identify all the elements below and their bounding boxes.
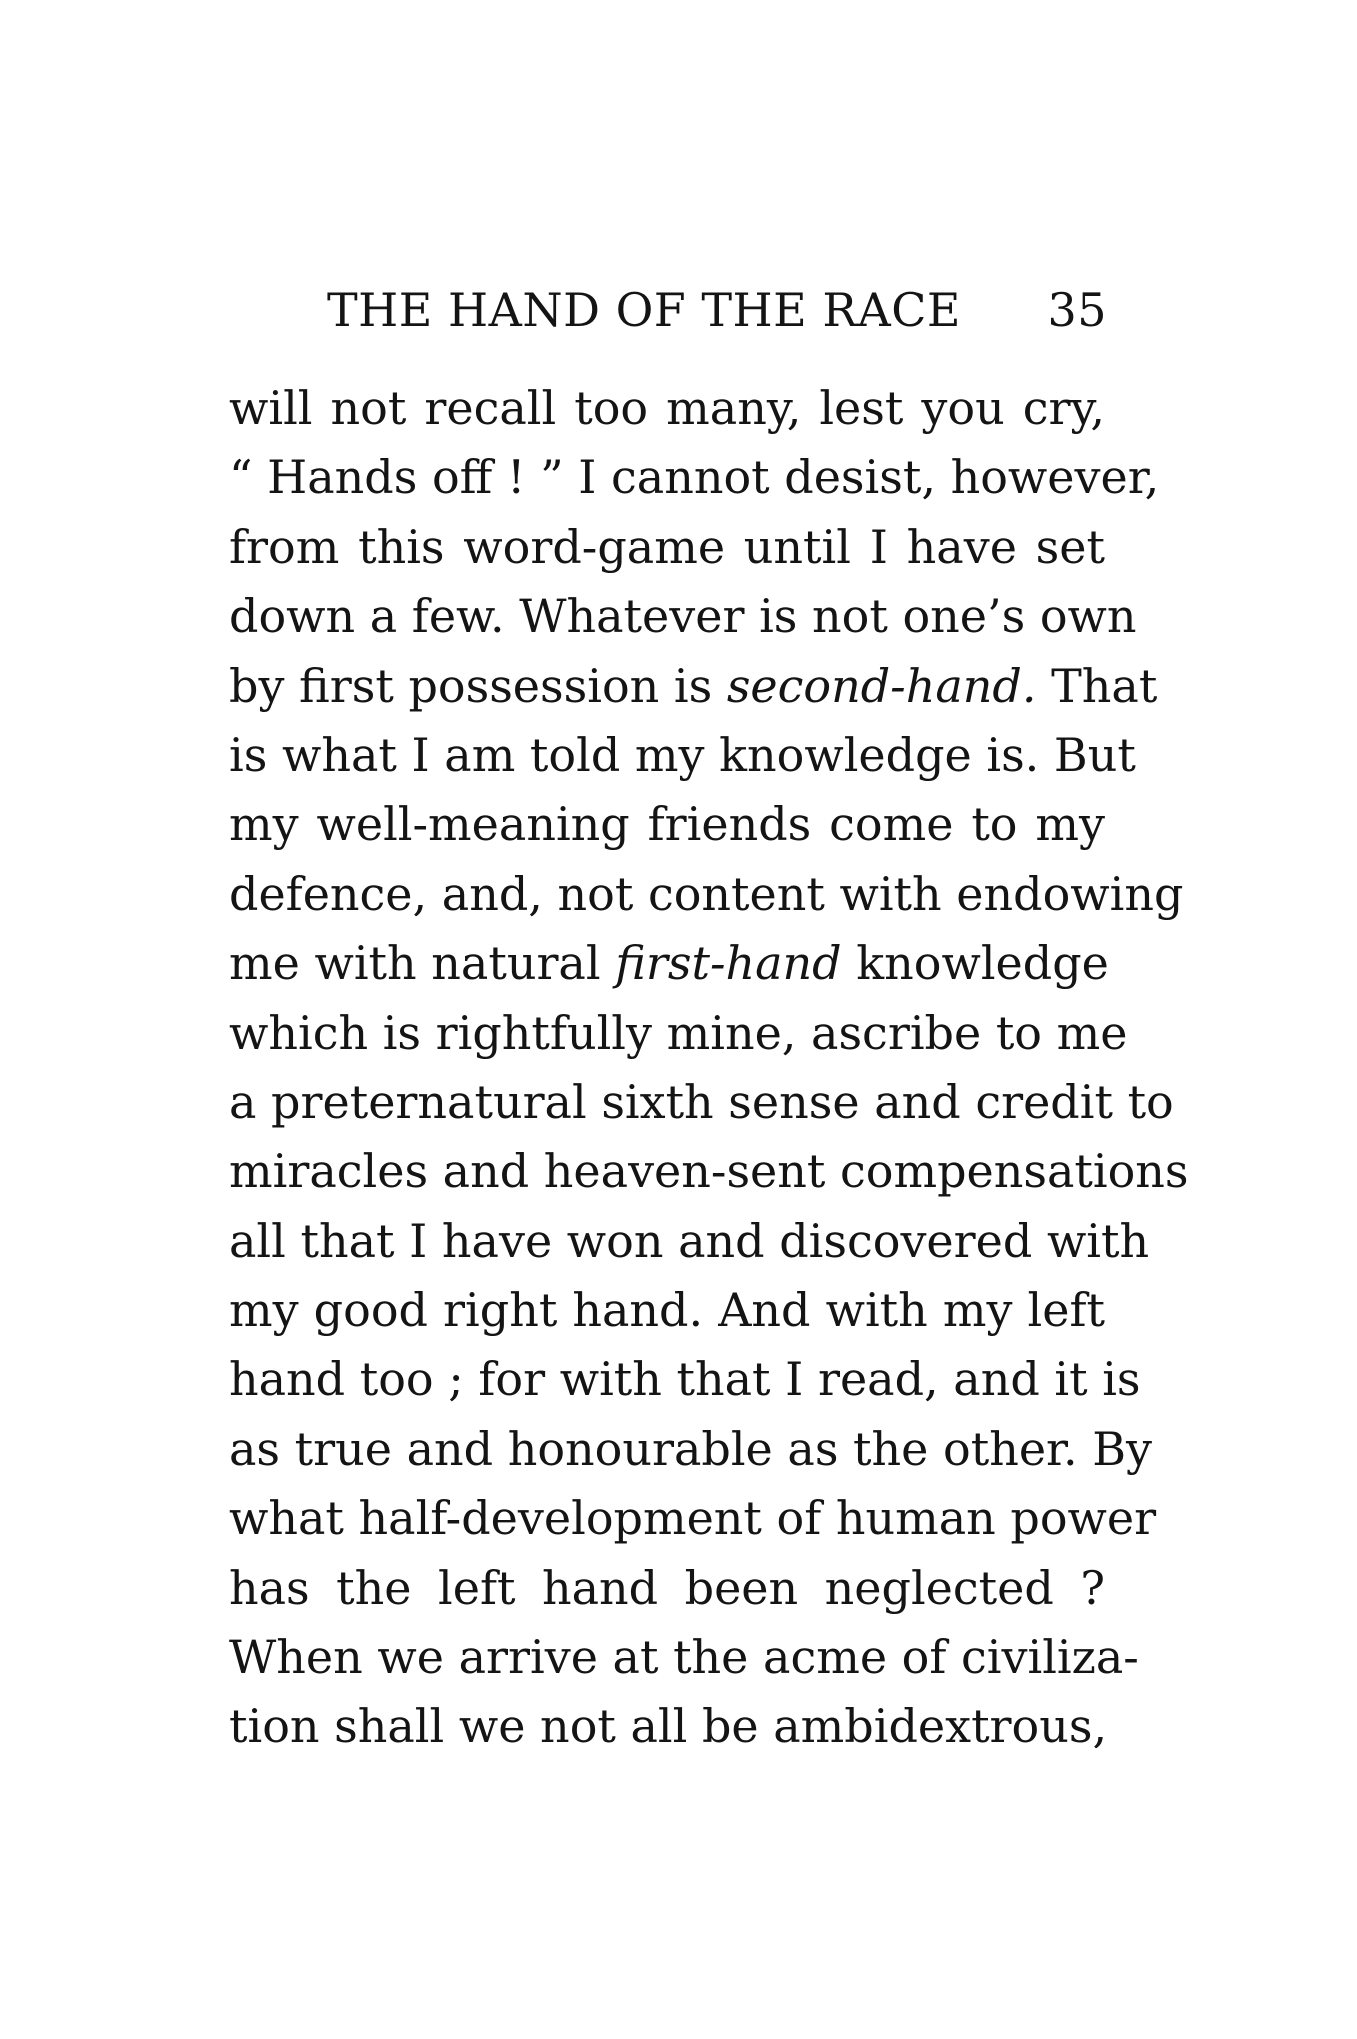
running-head-title: THE HAND OF THE RACE xyxy=(327,283,961,337)
italic-phrase: first-hand xyxy=(615,936,842,991)
text-line xyxy=(229,1554,1105,1623)
text-line xyxy=(229,1692,1108,1761)
text-line xyxy=(229,1276,1105,1345)
text-segment: That xyxy=(1036,658,1158,713)
page-number: 35 xyxy=(1047,283,1107,337)
text-line xyxy=(229,1345,1141,1414)
text-segment: miracles and heaven-sent compensations xyxy=(229,1144,1189,1199)
text-line xyxy=(229,929,1109,998)
text-segment: knowledge xyxy=(841,936,1109,991)
text-line xyxy=(229,1207,1150,1276)
text-line xyxy=(229,721,1136,790)
text-segment: my well-meaning friends come to my xyxy=(229,797,1105,852)
text-line xyxy=(229,443,1160,512)
text-segment: which is rightfully mine, ascribe to me xyxy=(229,1005,1128,1060)
text-segment: When we arrive at the acme of civiliza- xyxy=(229,1630,1139,1685)
text-segment: has the left hand been neglected ? xyxy=(229,1560,1105,1615)
text-line xyxy=(229,1415,1153,1484)
text-segment: what half-development of human power xyxy=(229,1491,1157,1546)
text-line xyxy=(229,999,1128,1068)
text-segment: defence, and, not content with endowing xyxy=(229,866,1184,921)
text-line xyxy=(229,513,1105,582)
text-segment: as true and honourable as the other. By xyxy=(229,1421,1153,1476)
text-segment: me with natural xyxy=(229,936,616,991)
text-segment: all that I have won and discovered with xyxy=(229,1213,1150,1268)
text-segment: hand too ; for with that I read, and it is xyxy=(229,1352,1141,1407)
text-line xyxy=(229,1484,1157,1553)
text-segment: is what I am told my knowledge is. But xyxy=(229,727,1136,782)
running-head xyxy=(327,280,1107,340)
italic-phrase: second-hand. xyxy=(726,658,1037,713)
text-line xyxy=(229,790,1105,859)
text-segment: my good right hand. And with my left xyxy=(229,1283,1105,1338)
text-line xyxy=(229,582,1137,651)
text-segment: down a few. Whatever is not one’s own xyxy=(229,589,1137,644)
text-line xyxy=(229,1137,1189,1206)
text-segment: by first possession is xyxy=(229,658,727,713)
text-line xyxy=(229,1068,1174,1137)
body-text xyxy=(229,374,1189,1762)
text-segment: “ Hands off ! ” I cannot desist, however, xyxy=(229,450,1160,505)
text-segment: a preternatural sixth sense and credit to xyxy=(229,1074,1174,1129)
text-segment: will not recall too many, lest you cry, xyxy=(229,381,1105,435)
text-line xyxy=(229,1623,1139,1692)
text-line xyxy=(229,860,1184,929)
text-segment: from this word-game until I have set xyxy=(229,519,1105,574)
text-line xyxy=(229,374,1105,443)
text-line xyxy=(229,652,1158,721)
text-segment: tion shall we not all be ambidextrous, xyxy=(229,1699,1108,1754)
